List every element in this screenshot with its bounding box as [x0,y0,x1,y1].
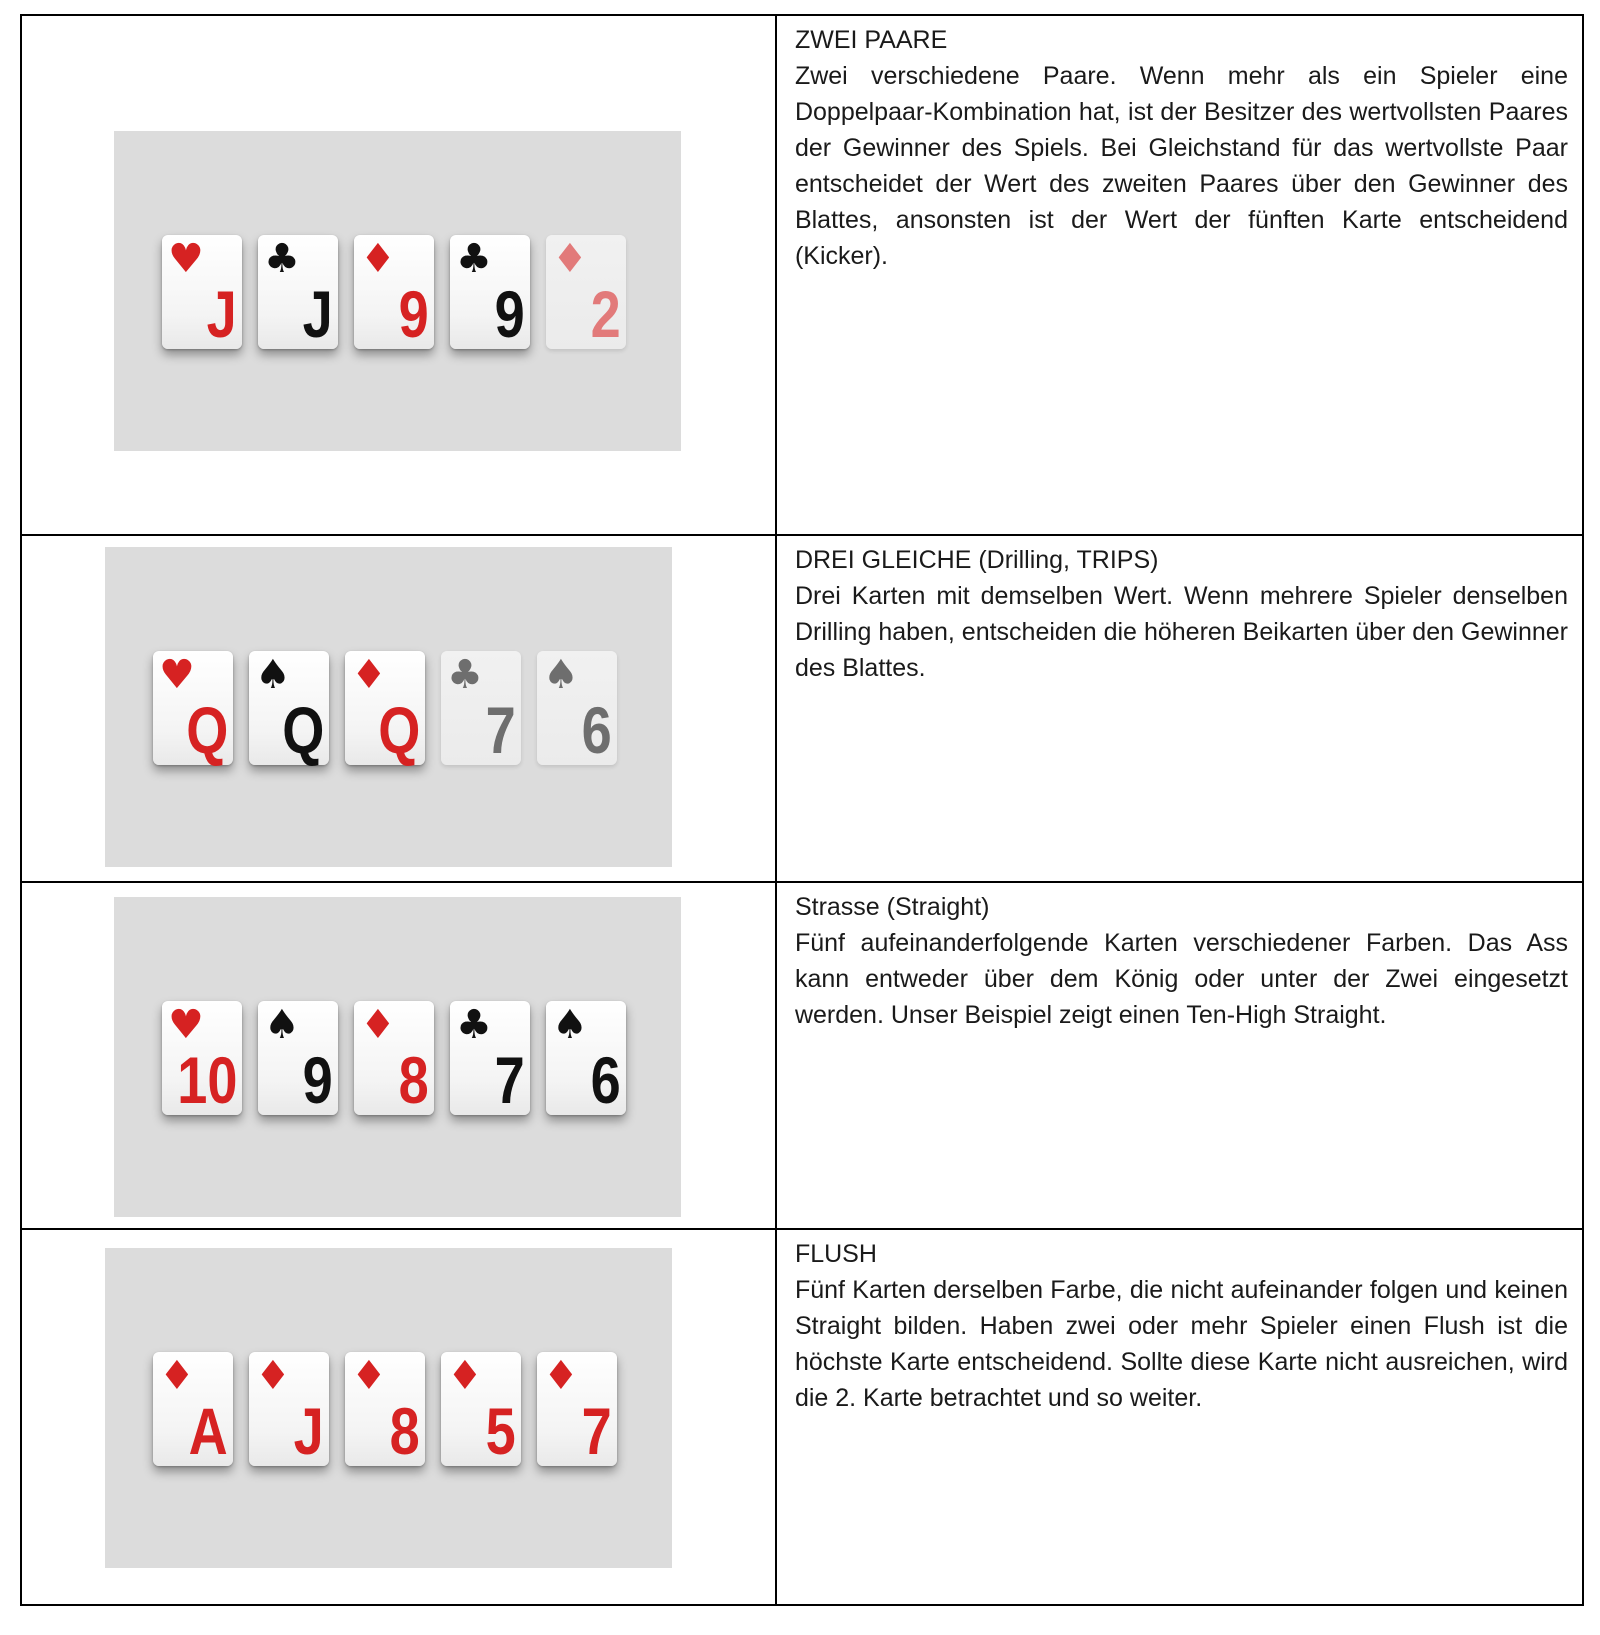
playing-card [153,1352,233,1466]
hand-description: Fünf aufeinanderfolgende Karten verschiedener Farben. Das Ass kann entweder über dem König oder unter der Zwei eingesetzt werden. Unser Beispiel zeigt einen Ten-High Straight. [794,929,1568,1029]
card-rank: 9 [494,277,525,351]
playing-card [546,1001,626,1115]
hand-image-cell [21,535,776,882]
hand-photo [114,131,681,451]
hand-text-cell [776,535,1583,882]
card-rank: 10 [176,1043,237,1117]
card-rank: 5 [485,1394,516,1468]
spade-icon: ♠ [255,652,291,698]
diamond-icon: ♦ [552,236,588,282]
card-hand [162,235,626,349]
card-rank: Q [185,693,228,767]
diamond-icon: ♦ [159,1353,195,1399]
hand-image-cell [21,1229,776,1605]
playing-card [249,651,329,765]
hand-title: ZWEI PAARE [794,26,948,54]
card-rank: 8 [389,1394,420,1468]
card-rank: Q [377,693,420,767]
playing-card [249,1352,329,1466]
playing-card [354,1001,434,1115]
card-hand [153,1352,617,1466]
card-rank: J [206,277,237,351]
playing-card [162,1001,242,1115]
heart-icon: ♥ [168,1002,204,1048]
card-hand [162,1001,626,1115]
hand-photo [105,1248,672,1568]
playing-card [537,1352,617,1466]
hand-image-cell [21,15,776,535]
playing-card [345,1352,425,1466]
playing-card [441,1352,521,1466]
card-rank: 6 [581,693,612,767]
card-rank: 7 [485,693,516,767]
hand-row-two-pair [21,15,1583,535]
card-rank: 6 [590,1043,621,1117]
card-rank: 7 [494,1043,525,1117]
hand-text-cell [776,15,1583,535]
club-icon: ♣ [264,236,300,282]
card-rank: J [302,277,333,351]
heart-icon: ♥ [159,652,195,698]
diamond-icon: ♦ [255,1353,291,1399]
playing-card [354,235,434,349]
hand-rankings-table [20,14,1584,1606]
diamond-icon: ♦ [360,236,396,282]
hand-description: Drei Karten mit demselben Wert. Wenn mehrere Spieler denselben Drilling haben, entscheiden die höheren Beikarten über den Gewinner des Blattes. [794,582,1568,682]
playing-card [441,651,521,765]
club-icon: ♣ [447,652,483,698]
hand-row-three-of-a-kind [21,535,1583,882]
playing-card [153,651,233,765]
hand-description: Fünf Karten derselben Farbe, die nicht aufeinander folgen und keinen Straight bilden. Haben zwei oder mehr Spieler einen Flush ist die höchste Karte entscheidend. Sollte diese Karte nicht ausreichen, wird die 2. Karte betrachtet und so weiter. [794,1276,1568,1412]
playing-card [258,235,338,349]
card-rank: Q [281,693,324,767]
heart-icon: ♥ [168,236,204,282]
card-rank: 8 [398,1043,429,1117]
diamond-icon: ♦ [447,1353,483,1399]
card-rank: A [188,1394,228,1468]
playing-card [450,1001,530,1115]
hand-title: FLUSH [794,1240,877,1268]
playing-card [162,235,242,349]
card-rank: 7 [581,1394,612,1468]
spade-icon: ♠ [543,652,579,698]
hand-row-flush [21,1229,1583,1605]
spade-icon: ♠ [264,1002,300,1048]
club-icon: ♣ [456,1002,492,1048]
playing-card [546,235,626,349]
hand-title: DREI GLEICHE (Drilling, TRIPS) [794,546,1159,574]
hand-photo [105,547,672,867]
hand-text-cell [776,882,1583,1229]
hand-image-cell [21,882,776,1229]
diamond-icon: ♦ [351,652,387,698]
spade-icon: ♠ [552,1002,588,1048]
hand-row-straight [21,882,1583,1229]
card-hand [153,651,617,765]
card-rank: 9 [302,1043,333,1117]
playing-card [450,235,530,349]
playing-card [258,1001,338,1115]
diamond-icon: ♦ [543,1353,579,1399]
card-rank: 2 [590,277,621,351]
playing-card [345,651,425,765]
playing-card [537,651,617,765]
club-icon: ♣ [456,236,492,282]
hand-text-cell [776,1229,1583,1605]
diamond-icon: ♦ [360,1002,396,1048]
diamond-icon: ♦ [351,1353,387,1399]
hand-description: Zwei verschiedene Paare. Wenn mehr als ein Spieler eine Doppelpaar-Kombination hat, ist der Besitzer des wertvollsten Paares der Gewinner des Spiels. Bei Gleichstand für das wertvollste Paar entscheidet der Wert des zweiten Paares über den Gewinner des Blattes, ansonsten ist der Wert der fünften Karte entscheidend (Kicker). [794,62,1568,270]
card-rank: J [293,1394,324,1468]
card-rank: 9 [398,277,429,351]
hand-photo [114,897,681,1217]
hand-title: Strasse (Straight) [794,893,990,921]
